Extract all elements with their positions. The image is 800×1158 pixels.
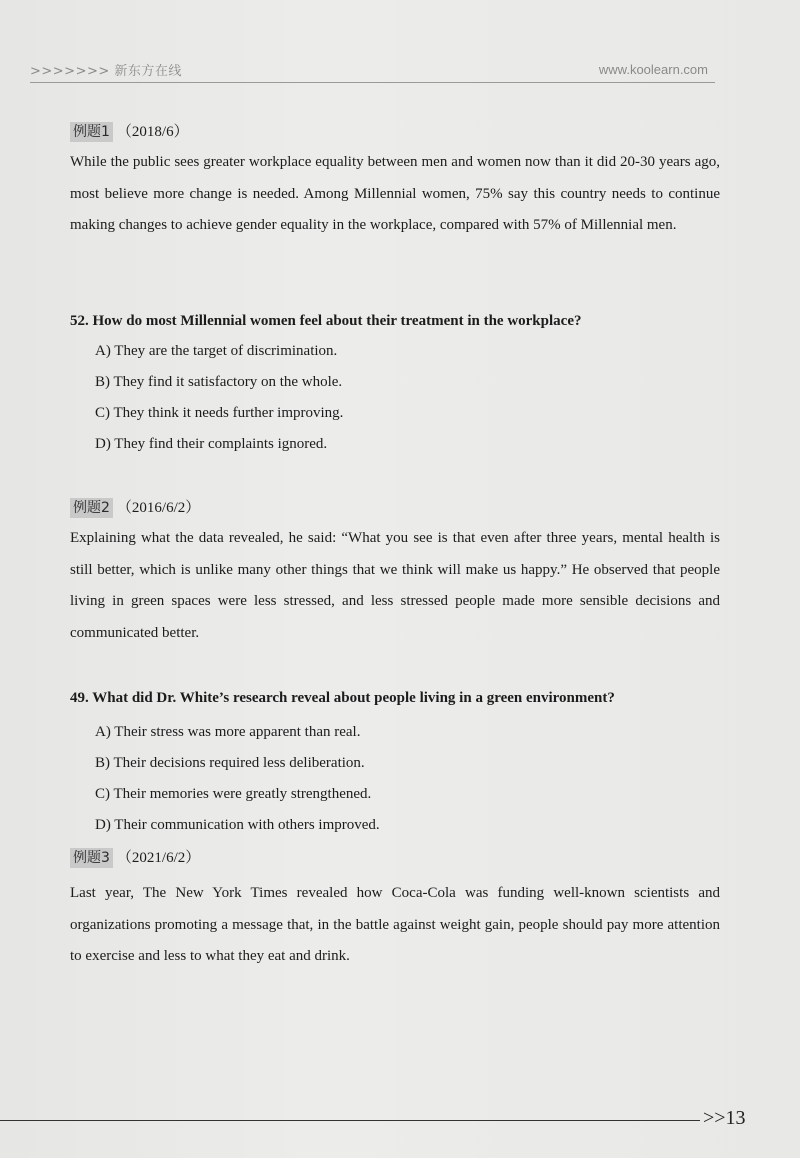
question-52 [70,311,720,460]
example-2-heading [70,498,720,518]
option-a: A) Their stress was more apparent than real. [95,724,361,740]
question-49-stem: 49. What did Dr. White’s research reveal about people living in a green environment? [70,690,615,706]
example-1-date: （2018/6） [116,124,189,140]
example-1-passage: While the public sees greater workplace equality between men and women now than it did 20-30 years ago, most believe more change is needed. Among Millennial women, 75% say this country needs to continue making changes to achieve gender equality in the workplace, compared with 57% of Millennial men. [70,154,720,233]
example-2 [70,498,720,649]
example-2-tag: 例题2 [70,498,113,518]
example-3-passage: Last year, The New York Times revealed how Coca-Cola was funding well-known scientists and organizations promoting a message that, in the battle against weight gain, people should pay more attention to exercise and less to what they eat and drink. [70,885,720,964]
header-url: www.koolearn.com [598,62,708,77]
question-52-stem: 52. How do most Millennial women feel about their treatment in the workplace? [70,313,582,329]
footer-divider [0,1120,700,1121]
option-b: B) They find it satisfactory on the whole. [95,374,343,390]
question-52-options [70,336,720,460]
option-d: D) Their communication with others improved. [95,817,380,833]
example-3-tag: 例题3 [70,848,113,868]
example-2-date: （2016/6/2） [116,500,201,516]
question-49-options [70,717,720,841]
option-a: A) They are the target of discrimination. [95,343,338,359]
option-c: C) Their memories were greatly strengthened. [95,786,372,802]
header-divider [30,82,715,83]
example-2-passage: Explaining what the data revealed, he said: “What you see is that even after three years, mental health is still better, which is unlike many other things that we think will make us happy.” He observed that people living in green spaces were less stressed, and less stressed people made more sensible decisions and communicated better. [70,530,720,641]
example-3-heading [70,848,720,868]
question-49 [70,688,720,841]
example-1-heading [70,122,720,142]
example-1-tag: 例题1 [70,122,113,142]
option-c: C) They think it needs further improving. [95,405,344,421]
option-d: D) They find their complaints ignored. [95,436,328,452]
example-3-date: （2021/6/2） [116,850,201,866]
example-1 [70,122,720,242]
page-number: >>13 [703,1107,746,1129]
header-brand: >>>>>>> 新东方在线 [30,64,182,79]
example-3 [70,848,720,973]
option-b: B) Their decisions required less deliberation. [95,755,365,771]
